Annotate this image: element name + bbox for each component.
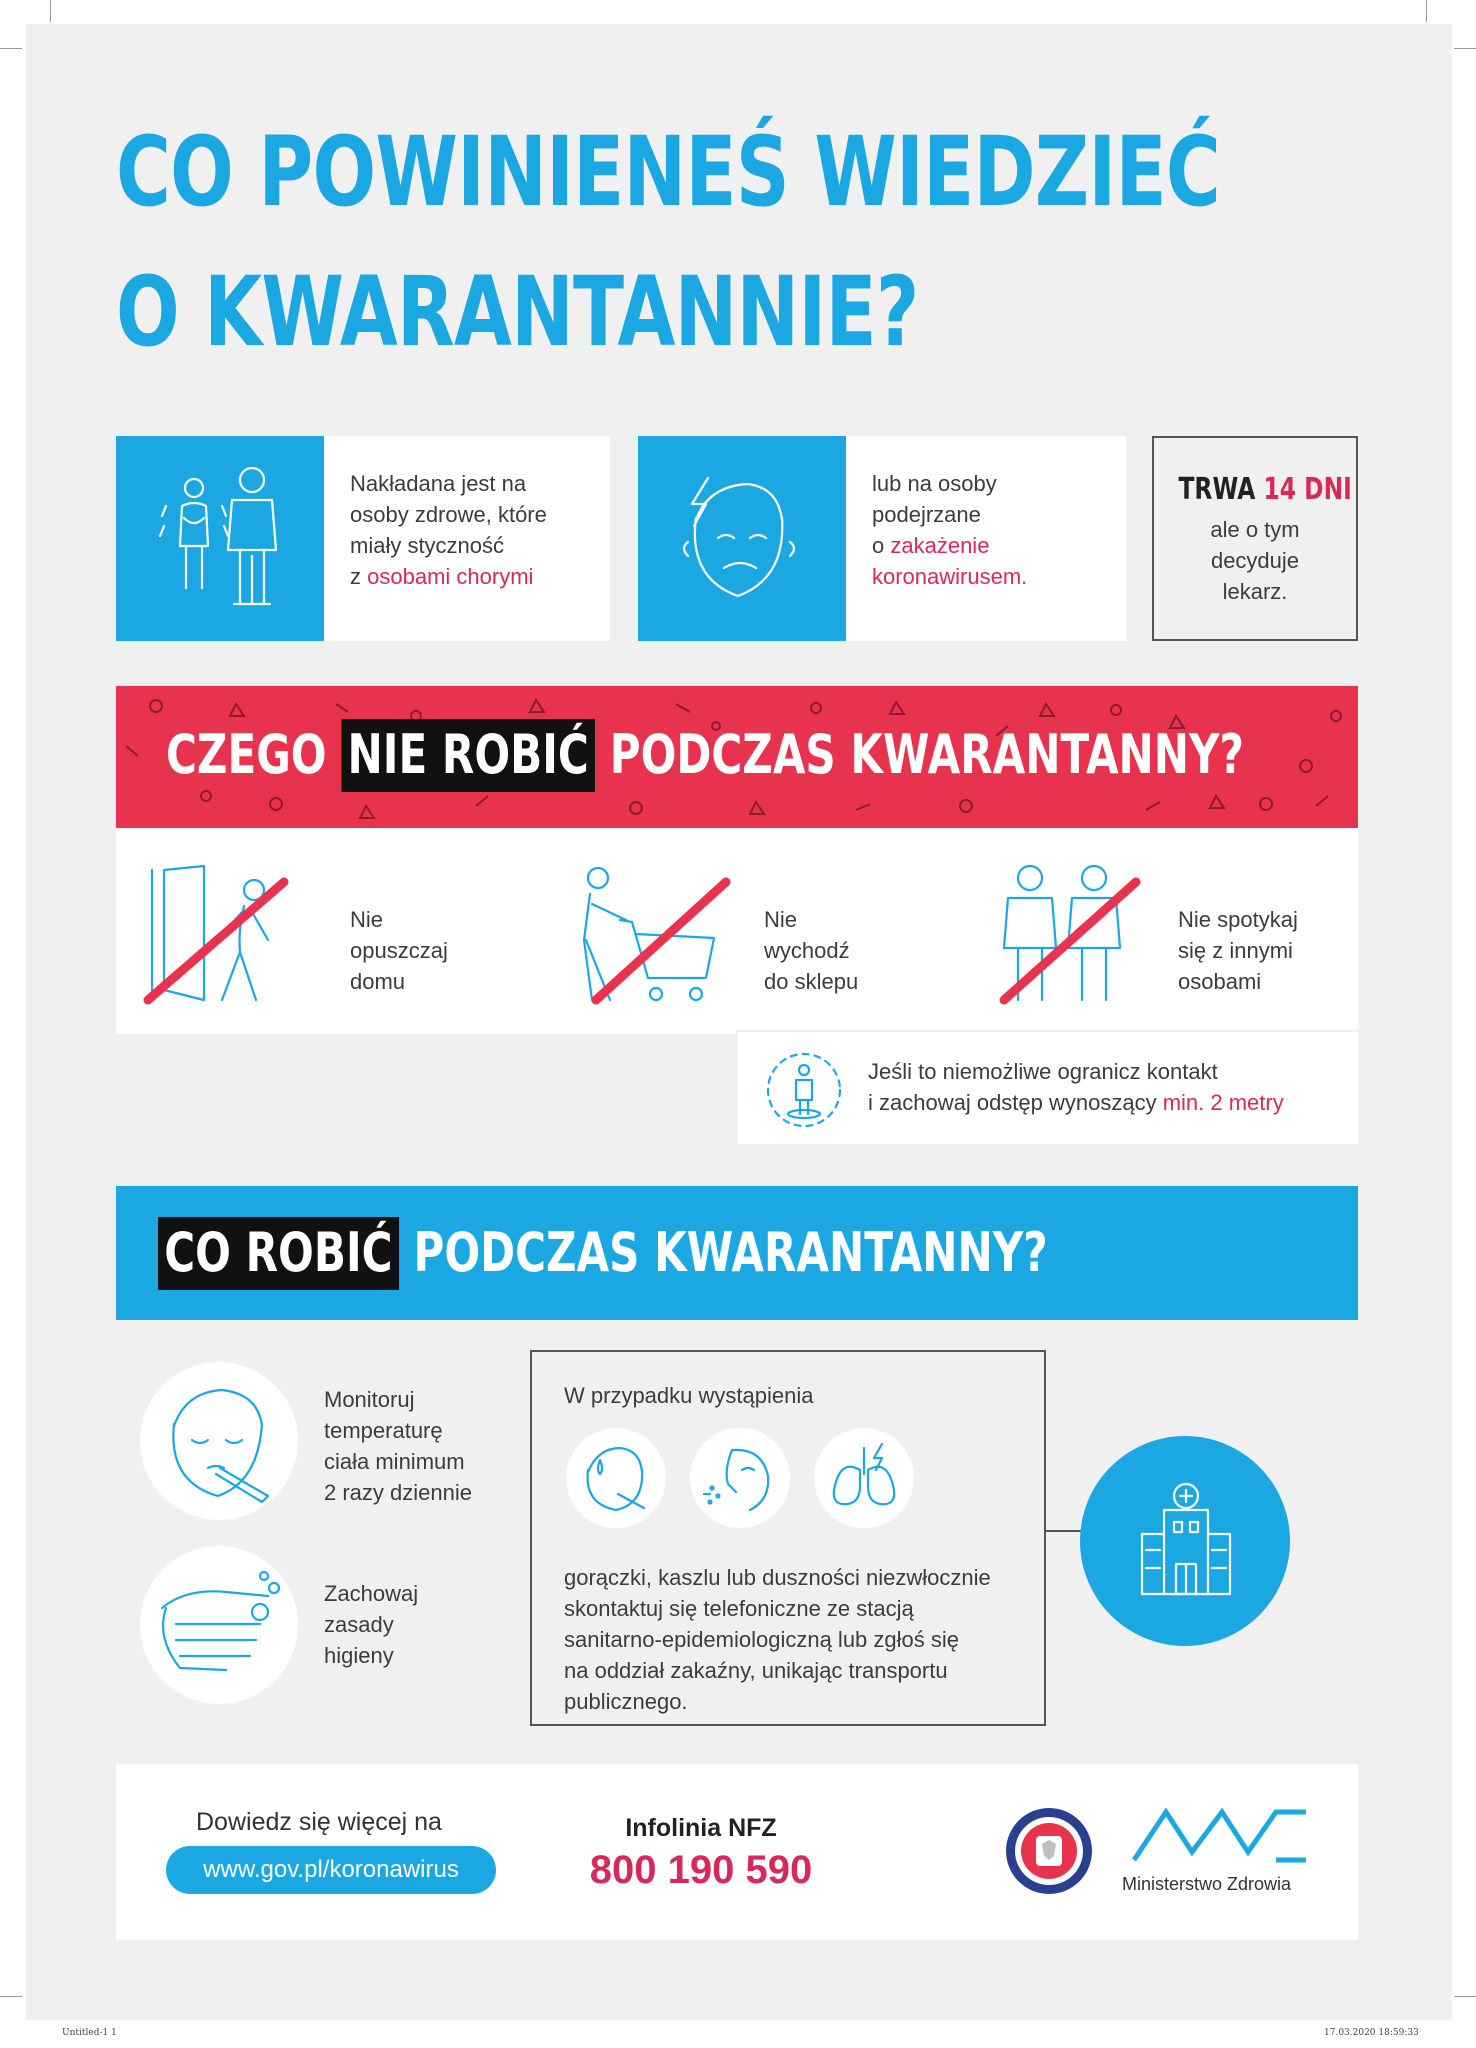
symptoms-box <box>530 1350 1046 1726</box>
fever-icon-circle <box>566 1428 666 1528</box>
info-card-1-line-3: miały styczność <box>350 533 505 558</box>
print-slug-left: Untitled-1 1 <box>62 2028 117 2038</box>
symptoms-line-5: publicznego. <box>564 1689 688 1714</box>
distance-person-icon <box>764 1050 844 1130</box>
hygiene-line-2: zasady <box>324 1612 394 1637</box>
sanitary-inspection-seal-icon <box>1004 1806 1094 1896</box>
hygiene-text <box>324 1578 418 1671</box>
temperature-line-3: ciała minimum <box>324 1449 465 1474</box>
distance-note <box>736 1030 1358 1144</box>
dont-item-3-line-2: się z innymi <box>1178 938 1293 963</box>
fever-icon <box>578 1440 654 1516</box>
temperature-line-2: temperaturę <box>324 1418 443 1443</box>
dont-item-2-line-1: Nie <box>764 907 798 932</box>
lungs-icon <box>826 1440 902 1516</box>
dont-item-1 <box>350 904 448 997</box>
dont-item-1-line-2: opuszczaj <box>350 938 448 963</box>
dont-banner-prefix: CZEGO <box>166 723 327 786</box>
do-banner-suffix: PODCZAS KWARANTANNY? <box>413 1221 1048 1284</box>
info-card-2-icon-panel <box>638 436 846 641</box>
crop-mark <box>0 1996 22 1997</box>
duration-value: 14 DNI <box>1263 472 1352 507</box>
dont-item-3-line-1: Nie spotykaj <box>1178 907 1298 932</box>
dont-banner-highlight: NIE ROBIĆ <box>341 719 595 792</box>
print-slug-right: 17.03.2020 18:59:33 <box>1324 2028 1419 2038</box>
dont-item-2-line-2: wychodź <box>764 938 850 963</box>
dont-item-1-line-1: Nie <box>350 907 384 932</box>
duration-card <box>1152 436 1358 641</box>
info-card-1-icon-panel <box>116 436 324 641</box>
info-card-2-highlight-1: zakażenie <box>890 533 990 558</box>
hygiene-icon-circle <box>140 1546 298 1704</box>
temperature-text <box>324 1384 472 1508</box>
symptoms-heading: W przypadku wystąpienia <box>564 1383 814 1408</box>
crop-mark <box>0 48 22 49</box>
sick-contact-icon <box>152 466 292 611</box>
symptoms-line-1: gorączki, kaszlu lub duszności niezwłocznie <box>564 1565 991 1590</box>
thermometer-face-icon <box>158 1378 282 1506</box>
lungs-icon-circle <box>814 1428 914 1528</box>
infolinia-phone[interactable]: 800 190 590 <box>589 1848 813 1892</box>
cough-icon-circle <box>690 1428 790 1528</box>
symptoms-line-3: sanitarno-epidemiologiczną lub zgłoś się <box>564 1627 960 1652</box>
infolinia-label: Infolinia NFZ <box>625 1814 777 1842</box>
info-card-2-line-1: lub na osoby <box>872 471 997 496</box>
symptoms-text <box>564 1562 991 1717</box>
crop-mark <box>50 0 51 22</box>
duration-label: TRWA <box>1178 472 1256 507</box>
hygiene-line-3: higieny <box>324 1643 394 1668</box>
hospital-icon <box>1138 1482 1234 1600</box>
temperature-icon-circle <box>140 1362 298 1520</box>
symptoms-line-4: na oddział zakaźny, unikając transportu <box>564 1658 948 1683</box>
poster <box>26 24 1452 2020</box>
dont-item-3-line-3: osobami <box>1178 969 1262 994</box>
info-card-1-highlight: osobami chorymi <box>367 564 534 589</box>
hygiene-line-1: Zachowaj <box>324 1581 419 1606</box>
duration-line-2: decyduje <box>1210 548 1300 573</box>
title-line-2: O KWARANTANNIE? <box>116 256 919 368</box>
dont-item-1-line-3: domu <box>350 969 406 994</box>
info-card-2 <box>846 436 1126 641</box>
dont-panel <box>116 828 1358 1034</box>
duration-line-1: ale o tym <box>1210 517 1300 542</box>
dont-item-2-line-3: do sklepu <box>764 969 859 994</box>
cough-icon <box>702 1440 778 1516</box>
temperature-line-1: Monitoruj <box>324 1387 415 1412</box>
info-card-2-line-2: podejrzane <box>872 502 981 527</box>
distance-line-2-prefix: i zachowaj odstęp wynoszący <box>868 1090 1163 1115</box>
duration-line-3: lekarz. <box>1222 579 1288 604</box>
info-card-2-highlight-2: koronawirusem. <box>872 564 1028 589</box>
crop-mark <box>1454 1996 1476 1997</box>
info-card-1-line-2: osoby zdrowe, które <box>350 502 547 527</box>
sick-face-icon <box>678 468 808 608</box>
do-banner <box>116 1186 1358 1320</box>
meeting-people-icon <box>974 860 1144 1010</box>
distance-line-1: Jeśli to niemożliwe ogranicz kontakt <box>868 1059 1218 1084</box>
hospital-circle <box>1080 1436 1290 1646</box>
info-card-1-line-4-prefix: z <box>350 564 368 589</box>
symptoms-line-2: skontaktuj się telefoniczne ze stacją <box>564 1596 914 1621</box>
dont-banner <box>116 686 1358 828</box>
distance-highlight: min. 2 metry <box>1162 1090 1284 1115</box>
do-banner-highlight: CO ROBIĆ <box>158 1217 399 1290</box>
info-card-2-line-3-prefix: o <box>872 533 891 558</box>
website-link[interactable]: www.gov.pl/koronawirus <box>166 1846 496 1894</box>
crop-mark <box>1454 48 1476 49</box>
temperature-line-4: 2 razy dziennie <box>324 1480 472 1505</box>
footer-panel <box>116 1764 1358 1940</box>
hand-washing-icon <box>156 1568 286 1684</box>
dont-item-3 <box>1178 904 1298 997</box>
door-exit-icon <box>144 860 284 1010</box>
info-card-1 <box>324 436 610 641</box>
dont-item-2 <box>764 904 858 997</box>
ministry-logo-icon <box>1130 1804 1310 1868</box>
shopping-cart-icon <box>556 860 726 1010</box>
title-line-1: CO POWINIENEŚ WIEDZIEĆ <box>116 116 1221 228</box>
dont-banner-suffix: PODCZAS KWARANTANNY? <box>609 723 1244 786</box>
ministry-name: Ministerstwo Zdrowia <box>1122 1874 1292 1894</box>
learn-more-label: Dowiedz się więcej na <box>196 1808 442 1836</box>
info-card-1-line-1: Nakładana jest na <box>350 471 527 496</box>
crop-mark <box>1426 0 1427 22</box>
